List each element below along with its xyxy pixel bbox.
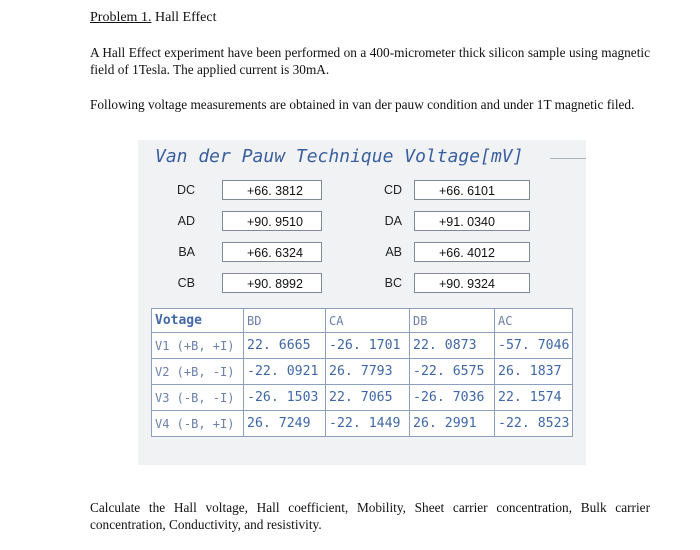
figure-title: Van der Pauw Technique Voltage[mV] bbox=[155, 146, 524, 167]
voltage-label: DA bbox=[384, 214, 402, 228]
table-cell: -57. 7046 bbox=[495, 333, 573, 359]
table-cell: -26. 1701 bbox=[326, 333, 410, 359]
table-cell: 22. 1574 bbox=[495, 385, 573, 411]
table-cell: 22. 7065 bbox=[326, 385, 410, 411]
column-header: DB bbox=[410, 309, 495, 333]
title-divider bbox=[550, 158, 586, 159]
table-cell: 26. 7249 bbox=[244, 411, 326, 437]
table-cell: -22. 1449 bbox=[326, 411, 410, 437]
row-label: V2 (+B, -I) bbox=[152, 359, 244, 385]
table-row bbox=[152, 411, 573, 437]
table-cell: 26. 7793 bbox=[326, 359, 410, 385]
table-cell: -22. 6575 bbox=[410, 359, 495, 385]
table-cell: -22. 8523 bbox=[495, 411, 573, 437]
voltage-value: +90. 8992 bbox=[222, 273, 322, 293]
van-der-pauw-figure bbox=[138, 140, 586, 465]
table-cell: -26. 1503 bbox=[244, 385, 326, 411]
voltage-value: +91. 0340 bbox=[414, 211, 530, 231]
column-header: AC bbox=[495, 309, 573, 333]
voltage-label: DC bbox=[176, 183, 195, 197]
hall-voltage-table bbox=[151, 308, 573, 437]
table-row bbox=[152, 359, 573, 385]
table-cell: 22. 6665 bbox=[244, 333, 326, 359]
voltage-label: AD bbox=[177, 214, 195, 228]
problem-topic: Hall Effect bbox=[151, 10, 217, 25]
voltage-value: +66. 4012 bbox=[414, 242, 530, 262]
problem-heading bbox=[90, 10, 217, 26]
voltage-label: BA bbox=[178, 245, 195, 259]
column-header: BD bbox=[244, 309, 326, 333]
voltage-value: +66. 3812 bbox=[222, 180, 322, 200]
voltage-label: BC bbox=[384, 276, 402, 290]
voltage-label: AB bbox=[385, 245, 402, 259]
measurement-note: Following voltage measurements are obtained in van der pauw condition and under 1T magnetic filed. bbox=[90, 97, 635, 112]
voltage-value: +66. 6101 bbox=[414, 180, 530, 200]
voltage-value: +90. 9324 bbox=[414, 273, 530, 293]
table-cell: 26. 1837 bbox=[495, 359, 573, 385]
table-row bbox=[152, 333, 573, 359]
intro-paragraph: A Hall Effect experiment have been performed on a 400-micrometer thick silicon sample using magnetic field of 1Tesla. The applied current is 30mA. bbox=[90, 45, 650, 77]
table-corner-header: Votage bbox=[152, 309, 244, 333]
voltage-label: CB bbox=[177, 276, 195, 290]
table-cell: -22. 0921 bbox=[244, 359, 326, 385]
row-label: V1 (+B, +I) bbox=[152, 333, 244, 359]
column-header: CA bbox=[326, 309, 410, 333]
question-paragraph: Calculate the Hall voltage, Hall coefficient, Mobility, Sheet carrier concentration, Bulk carrier concentration, Conductivity, and resistivity. bbox=[90, 500, 650, 532]
voltage-label: CD bbox=[383, 183, 402, 197]
voltage-value: +90. 9510 bbox=[222, 211, 322, 231]
table-cell: -26. 7036 bbox=[410, 385, 495, 411]
row-label: V3 (-B, -I) bbox=[152, 385, 244, 411]
table-cell: 22. 0873 bbox=[410, 333, 495, 359]
problem-number: Problem 1. bbox=[90, 10, 152, 25]
table-header-row bbox=[152, 309, 573, 333]
table-cell: 26. 2991 bbox=[410, 411, 495, 437]
voltage-value: +66. 6324 bbox=[222, 242, 322, 262]
row-label: V4 (-B, +I) bbox=[152, 411, 244, 437]
table-row bbox=[152, 385, 573, 411]
